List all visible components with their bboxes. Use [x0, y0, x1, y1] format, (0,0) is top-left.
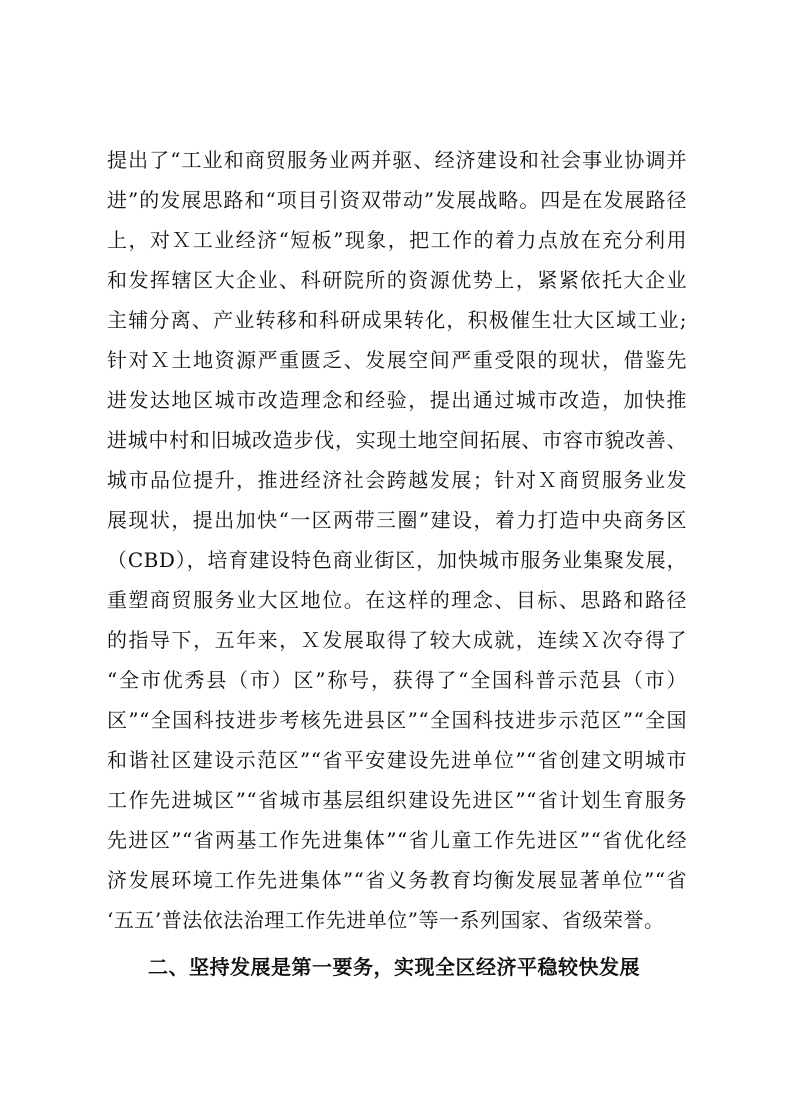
paragraph-line: 先进区”“省两基工作先进集体”“省儿童工作先进区”“省优化经 [107, 828, 687, 852]
paragraph-line: 城市品位提升，推进经济社会跨越发展；针对Ｘ商贸服务业发 [107, 468, 687, 492]
paragraph-line: （CBD），培育建设特色商业街区，加快城市服务业集聚发展， [107, 548, 687, 572]
paragraph-line: 展现状，提出加快“一区两带三圈”建设，着力打造中央商务区 [107, 508, 687, 532]
paragraph-line: 上，对Ｘ工业经济“短板”现象，把工作的着力点放在充分利用 [107, 228, 687, 252]
paragraph-line: ‘五五’普法依法治理工作先进单位”等一系列国家、省级荣誉。 [107, 908, 665, 932]
paragraph-line: 工作先进城区”“省城市基层组织建设先进区”“省计划生育服务 [107, 788, 687, 812]
section-heading: 二、坚持发展是第一要务，实现全区经济平稳较快发展 [148, 955, 640, 979]
paragraph-line: 和谐社区建设示范区”“省平安建设先进单位”“省创建文明城市 [107, 748, 687, 772]
paragraph-line: 提出了“工业和商贸服务业两并驱、经济建设和社会事业协调并 [107, 148, 687, 172]
paragraph-line: 主辅分离、产业转移和科研成果转化，积极催生壮大区域工业; [107, 308, 687, 332]
paragraph-line: 济发展环境工作先进集体”“省义务教育均衡发展显著单位”“省 [107, 868, 687, 892]
paragraph-line: 的指导下，五年来，Ｘ发展取得了较大成就，连续Ｘ次夺得了 [107, 628, 687, 652]
paragraph-line: 和发挥辖区大企业、科研院所的资源优势上，紧紧依托大企业 [107, 268, 687, 292]
paragraph-line: “全市优秀县（市）区”称号，获得了“全国科普示范县（市） [107, 668, 687, 692]
paragraph-line: 区”“全国科技进步考核先进县区”“全国科技进步示范区”“全国 [107, 708, 687, 732]
paragraph-line: 针对Ｘ土地资源严重匮乏、发展空间严重受限的现状，借鉴先 [107, 348, 687, 372]
paragraph-line: 进”的发展思路和“项目引资双带动”发展战略。四是在发展路径 [107, 188, 687, 212]
paragraph-line: 进发达地区城市改造理念和经验，提出通过城市改造，加快推 [107, 388, 687, 412]
paragraph-line: 重塑商贸服务业大区地位。在这样的理念、目标、思路和路径 [107, 588, 687, 612]
paragraph-line: 进城中村和旧城改造步伐，实现土地空间拓展、市容市貌改善、 [107, 428, 687, 452]
